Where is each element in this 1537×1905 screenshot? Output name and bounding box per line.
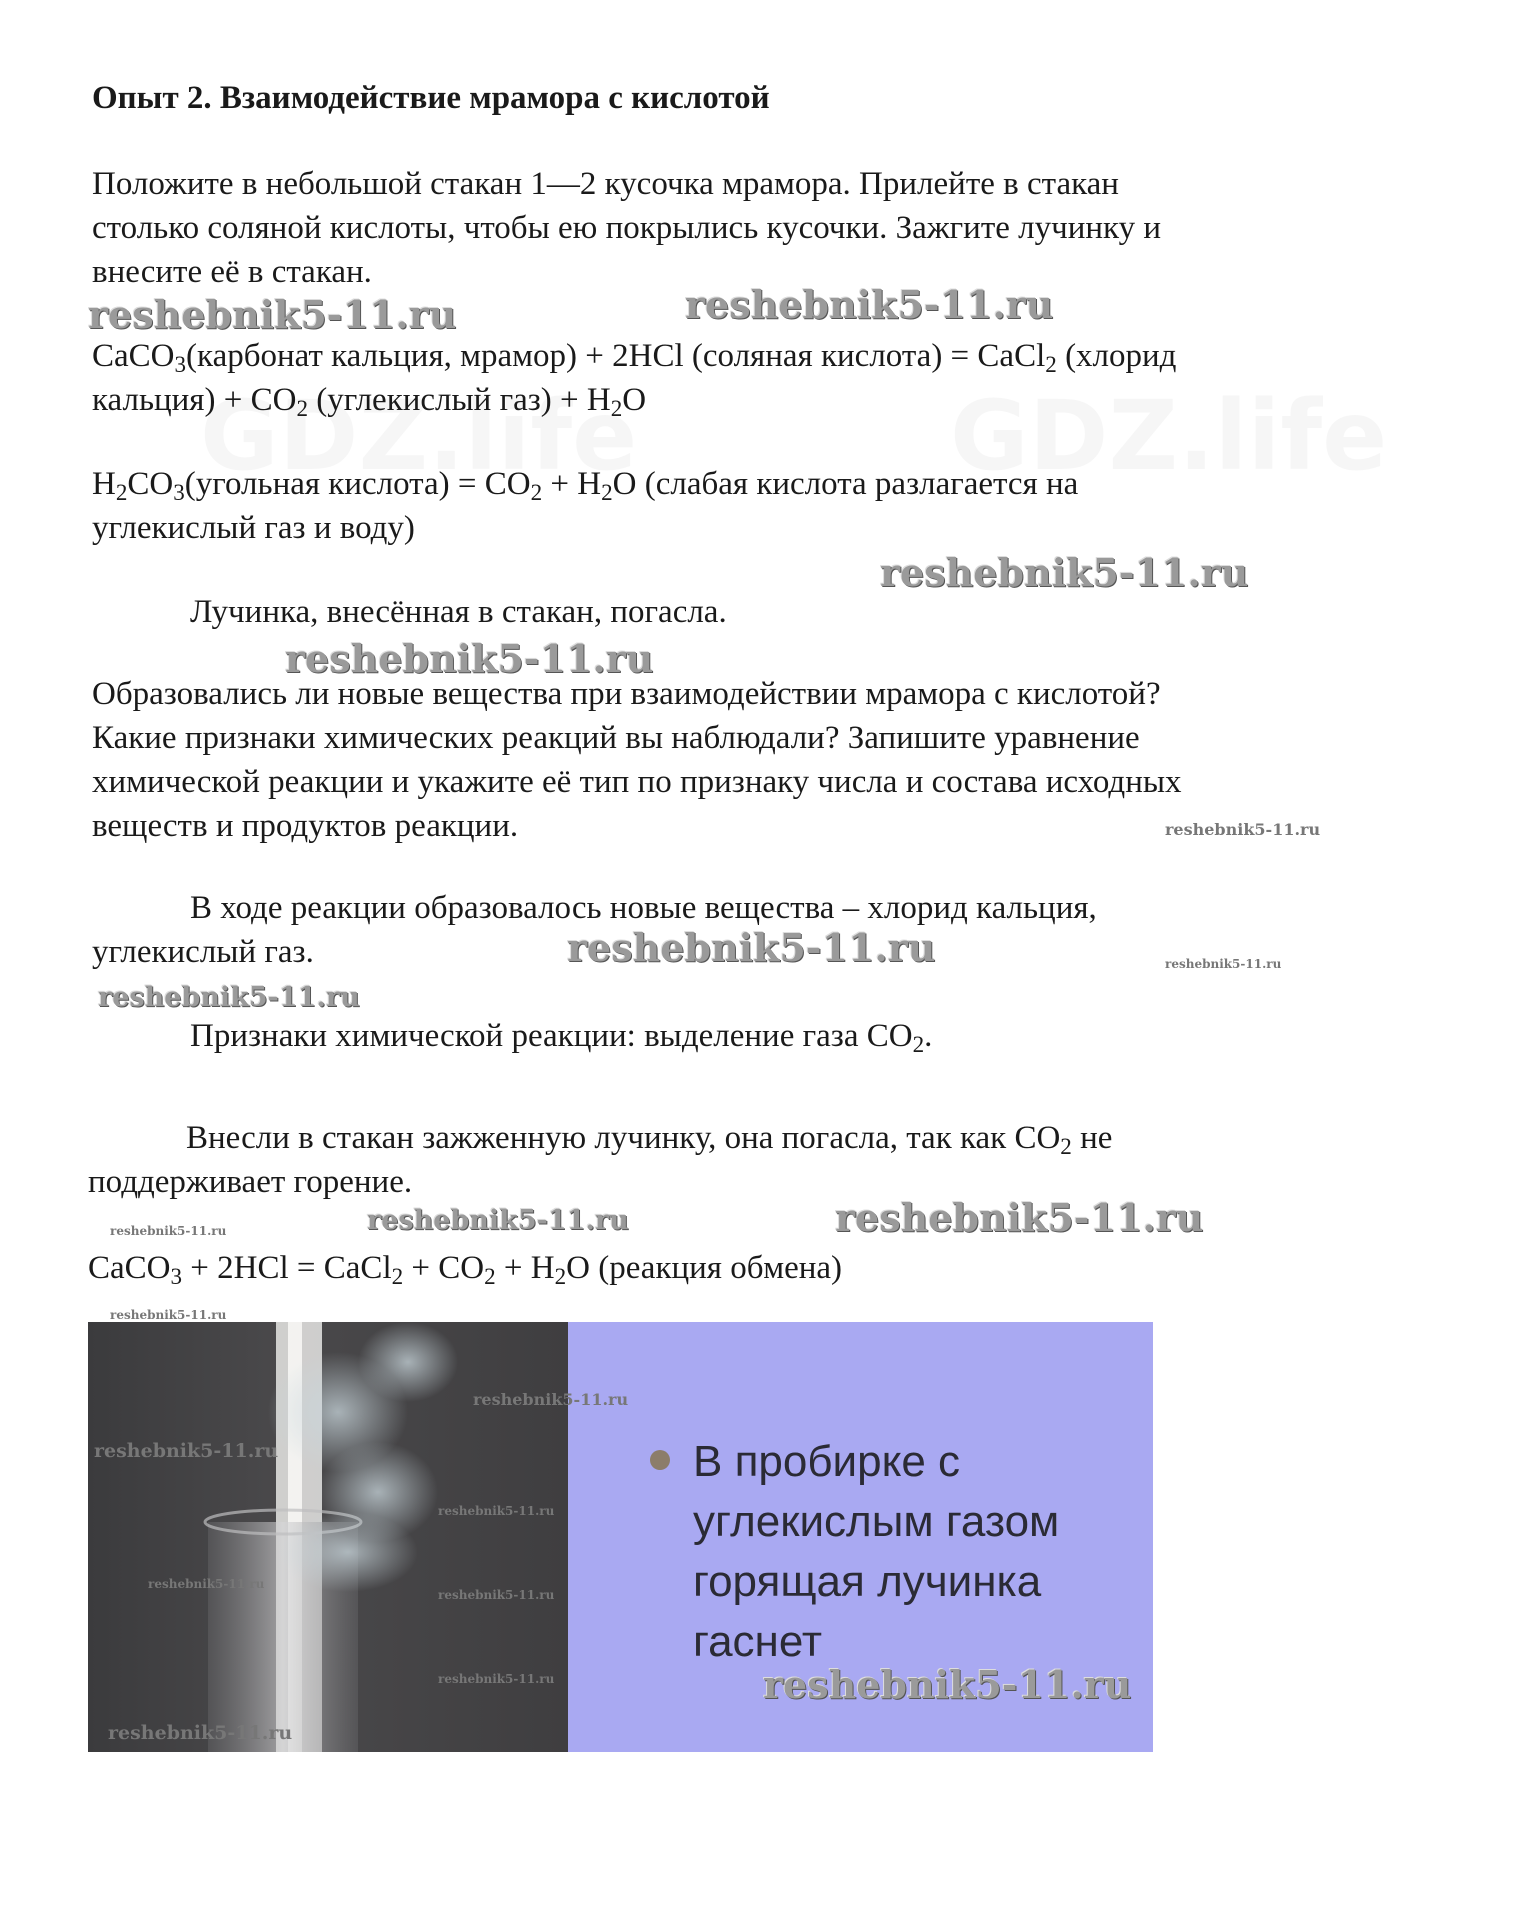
test-tube-illustration xyxy=(88,1322,568,1752)
intro-line: столько соляной кислоты, чтобы ею покрылись кусочки. Зажгите лучинку и xyxy=(92,210,1162,246)
watermark: reshebnik5-11.ru xyxy=(835,1195,1204,1240)
bullet-icon xyxy=(650,1450,670,1470)
equation-carbonic-acid: $H_2CO_3(угольная$ кислота) = $CO_2 + H_2O$ (слабая кислота разлагается на углекислый газ и воду) xyxy=(92,466,1079,546)
answer-splint: Внесли в стакан зажженную лучинку, она погасла, так как $CO_2$ не поддерживает горение. xyxy=(88,1120,1113,1200)
watermark: reshebnik5-11.ru xyxy=(94,1440,279,1462)
watermark: reshebnik5-11.ru xyxy=(1165,820,1321,839)
intro-line: внесите её в стакан. xyxy=(92,254,372,290)
watermark: reshebnik5-11.ru xyxy=(567,925,936,970)
final-equation: CaCO$_3$ + 2HCl = CaCl$_2$ + $CO_2 + H_2O$ (реакция обмена) xyxy=(88,1250,843,1289)
page-title: Опыт 2. Взаимодействие мрамора с кислотой xyxy=(92,80,770,116)
observation-text: Лучинка, внесённая в стакан, погасла. xyxy=(190,594,727,630)
watermark: reshebnik5-11.ru xyxy=(438,1672,555,1686)
watermark: reshebnik5-11.ru xyxy=(367,1205,629,1236)
watermark: reshebnik5-11.ru xyxy=(763,1662,1132,1707)
watermark: reshebnik5-11.ru xyxy=(438,1588,555,1602)
watermark: reshebnik5-11.ru xyxy=(880,550,1249,595)
answer-reaction-signs: Признаки химической реакции: выделение газа $CO_2$. xyxy=(190,1018,933,1057)
watermark: reshebnik5-11.ru xyxy=(110,1224,227,1238)
watermark: reshebnik5-11.ru xyxy=(88,292,457,337)
answer-new-substances: В ходе реакции образовалось новые вещества – хлорид кальция, углекислый газ. xyxy=(92,890,1097,970)
experiment-figure xyxy=(88,1322,1153,1752)
question-paragraph: Образовались ли новые вещества при взаимодействии мрамора с кислотой? Какие признаки химических реакций вы наблюдали? Запишите уравнение химической реакции и укажите её тип по признаку числа и состава исходных веществ и продуктов реакции. xyxy=(92,676,1182,844)
watermark: reshebnik5-11.ru xyxy=(438,1504,555,1518)
watermark: reshebnik5-11.ru xyxy=(685,282,1054,327)
test-tube-photo xyxy=(88,1322,568,1752)
intro-line: Положите в небольшой стакан 1—2 кусочка мрамора. Прилейте в стакан xyxy=(92,166,1119,202)
figure-caption: В пробирке с углекислым газом горящая лучинка гаснет xyxy=(693,1437,1060,1666)
watermark: reshebnik5-11.ru xyxy=(98,982,360,1013)
watermark: reshebnik5-11.ru xyxy=(148,1577,265,1591)
watermark: reshebnik5-11.ru xyxy=(108,1722,293,1744)
watermark: reshebnik5-11.ru xyxy=(473,1390,629,1409)
watermark: reshebnik5-11.ru xyxy=(110,1308,227,1322)
equation-marble-acid: CaCO$_3$(карбонат кальция, мрамор) + 2HCl (соляная кислота) = CaCl$_2$ (хлорид кальция) + $CO_2$ (углекислый $газ) + H_2O$ xyxy=(92,338,1177,421)
watermark: reshebnik5-11.ru xyxy=(285,636,654,681)
intro-paragraph xyxy=(92,162,1392,294)
watermark: reshebnik5-11.ru xyxy=(1165,957,1282,971)
